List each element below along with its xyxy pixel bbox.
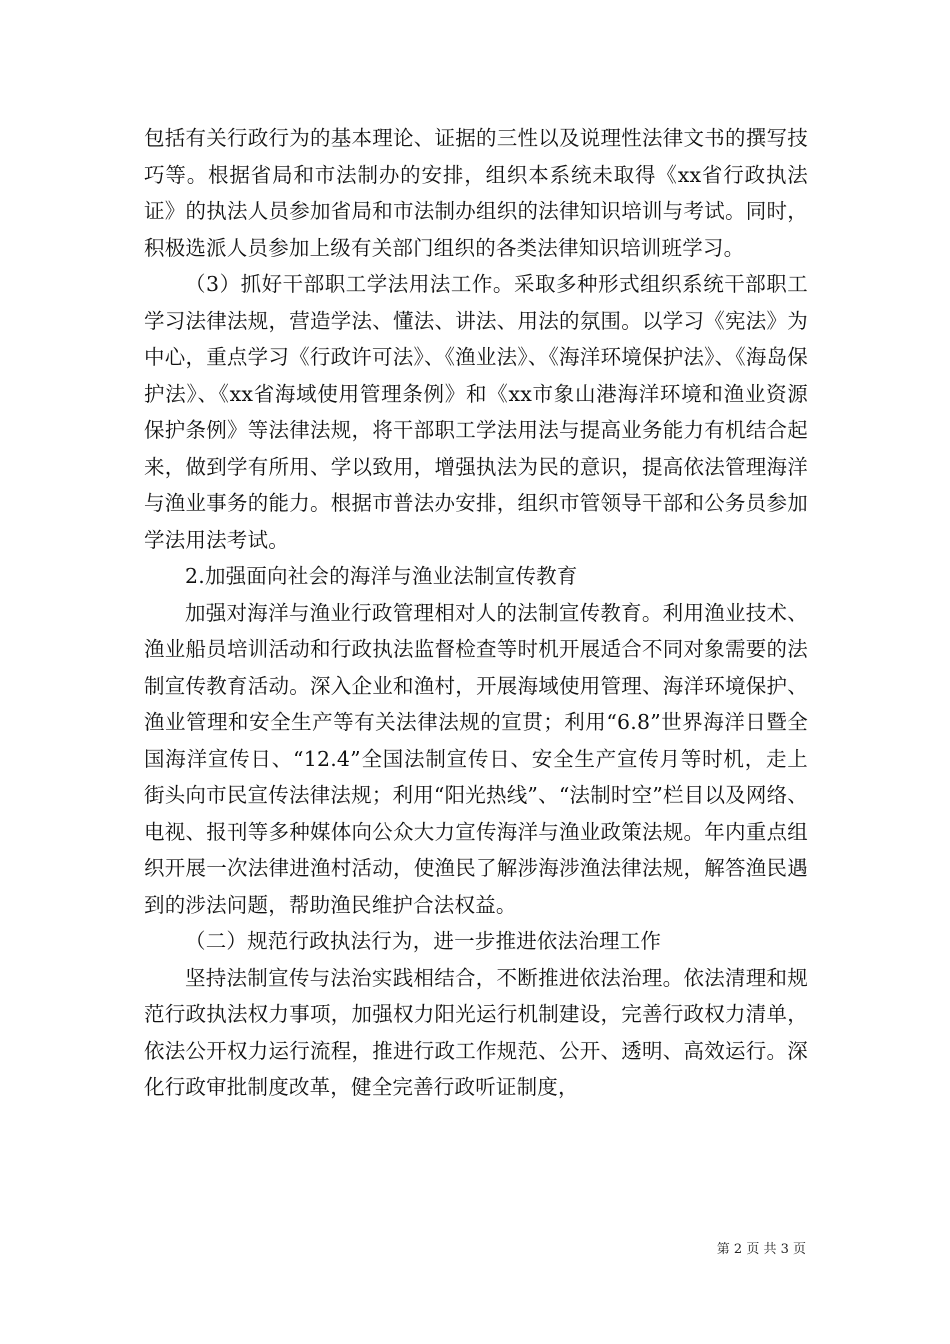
section-heading-standardize-enforcement: （二）规范行政执法行为，进一步推进依法治理工作	[185, 929, 662, 953]
page-number-footer: 第 2 页 共 3 页	[716, 1242, 806, 1257]
paragraph-rule-of-law-practice: 坚持法制宣传与法治实践相结合，不断推进依法治理。依法清理和规范行政执法权力事项，加强权力阳光运行机制建设，完善行政权力清单，依法公开权力运行流程，推进行政工作规范、公开、透明、高效运行。深化行政审批制度改革，健全完善行政听证制度，	[144, 965, 808, 1099]
paragraph-staff-law-study: （3）抓好干部职工学法用法工作。采取多种形式组织系统干部职工学习法律法规，营造学法、懂法、讲法、用法的氛围。以学习《宪法》为中心，重点学习《行政许可法》、《渔业法》、《海洋环境保护法》、《海岛保护法》、《xx省海域使用管理条例》和《xx市象山港海洋环境和渔业资源保护条例》等法律法规，将干部职工学法用法与提高业务能力有机结合起来，做到学有所用、学以致用，增强执法为民的意识，提高依法管理海洋与渔业事务的能力。根据市普法办安排，组织市管领导干部和公务员参加学法用法考试。	[144, 272, 808, 552]
paragraph-training-continuation: 包括有关行政行为的基本理论、证据的三性以及说理性法律文书的撰写技巧等。根据省局和市法制办的安排，组织本系统未取得《xx省行政执法证》的执法人员参加省局和市法制办组织的法律知识培训与考试。同时，积极选派人员参加上级有关部门组织的各类法律知识培训班学习。	[144, 126, 808, 260]
section-heading-public-education: 2.加强面向社会的海洋与渔业法制宣传教育	[185, 564, 578, 588]
document-body	[144, 120, 808, 1106]
paragraph-public-education: 加强对海洋与渔业行政管理相对人的法制宣传教育。利用渔业技术、渔业船员培训活动和行政执法监督检查等时机开展适合不同对象需要的法制宣传教育活动。深入企业和渔村，开展海域使用管理、海洋环境保护、渔业管理和安全生产等有关法律法规的宣贯；利用“6.8”世界海洋日暨全国海洋宣传日、“12.4”全国法制宣传日、安全生产宣传月等时机，走上街头向市民宣传法律法规；利用“阳光热线”、“法制时空”栏目以及网络、电视、报刊等多种媒体向公众大力宣传海洋与渔业政策法规。年内重点组织开展一次法律进渔村活动，使渔民了解涉海涉渔法律法规，解答渔民遇到的涉法问题，帮助渔民维护合法权益。	[144, 600, 808, 917]
